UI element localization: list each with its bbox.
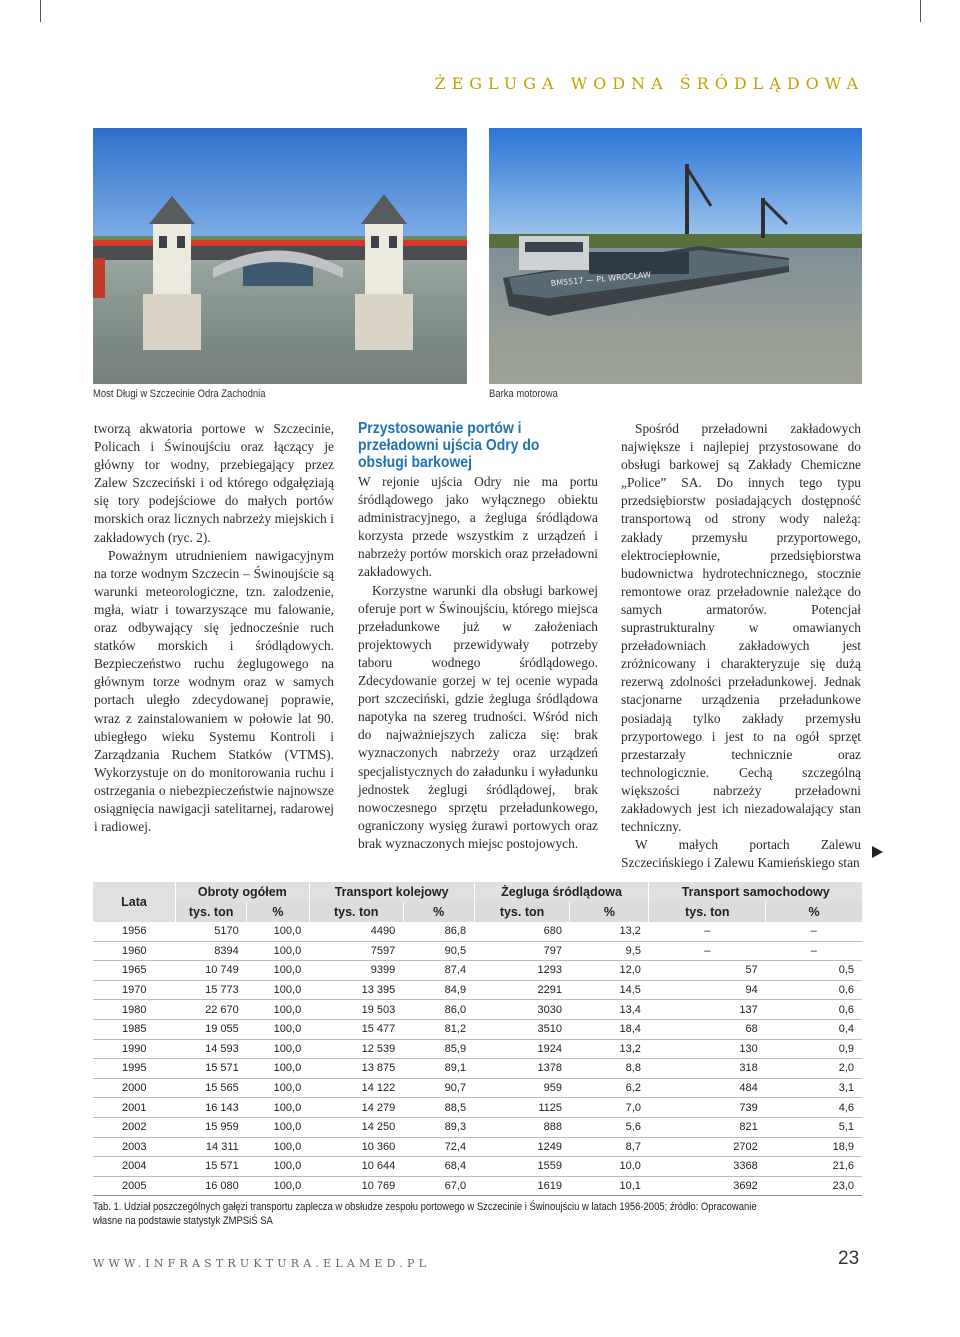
table-header-year: Lata [93,882,176,922]
table-header-sub: tys. ton [176,902,247,922]
table-cell: 13 875 [309,1059,403,1079]
table-cell: 821 [649,1117,766,1137]
table-header-sub: tys. ton [309,902,403,922]
table-cell-year: 1980 [93,1000,176,1020]
table-row [93,1117,862,1137]
table-cell: – [766,941,862,961]
table-cell: 0,4 [766,1019,862,1039]
table-body [93,922,862,1196]
table-cell: 318 [649,1059,766,1079]
table-header-sub: tys. ton [474,902,570,922]
table-cell: 22 670 [176,1000,247,1020]
table-cell: – [649,941,766,961]
table-cell: 1249 [474,1137,570,1157]
table-cell: 16 143 [176,1098,247,1118]
table-cell: 15 571 [176,1157,247,1177]
table-cell: 2291 [474,980,570,1000]
table-cell: 15 565 [176,1078,247,1098]
table-cell-year: 2002 [93,1117,176,1137]
paragraph: Spośród przeładowni zakładowych największe i najlepiej przystosowane do obsługi barkowej są Zakłady Chemiczne „Police” SA. Do innych tego typu przedsiębiorstw posiadających dostępność transportową od strony wody należą: zakłady przemysłu przyportowego, elektrociepłownie, przedsiębiorstwa budownictwa hydrotechnicznego, stocznie remontowe oraz przeładownie należące do samych armatorów. Potencjał suprastrukturalny w omawianych przeładowniach zakładowych jest zróżnicowany i charakteryzuje się dużą rezerwą zdolności przeładunkowej. Jednak stacjonarne urządzenia przeładunkowe posiadają tylko zakłady przemysłu przyportowego i jest to na ogół sprzęt przestarzały technicznie oraz technologicznie. Cechą szczególną większości nabrzeży przeładowni zakładowych jest ich niezadowalający stan techniczny. [621,421,861,835]
table-cell: 3,1 [766,1078,862,1098]
table-cell-year: 2004 [93,1157,176,1177]
table-cell: 13 395 [309,980,403,1000]
table-row [93,1176,862,1196]
table-cell: 5170 [176,922,247,941]
page-number: 23 [838,1248,860,1269]
section-heading: Przystosowanie portów i przeładowni ujścia Odry do obsługi barkowej [358,420,540,471]
table-cell: – [649,922,766,941]
table-cell: 86,0 [403,1000,474,1020]
table-cell: 959 [474,1078,570,1098]
table-cell: 2702 [649,1137,766,1157]
table-cell: 9,5 [570,941,649,961]
paragraph: W rejonie ujścia Odry nie ma portu śródlądowego jako wyłącznego obiektu administracyjnego, a żegluga śródlądowa korzysta przede wszystkim z urządzeń i nabrzeży portów morskich oraz przeładowni zakładowych. [358,474,598,580]
table-cell: 87,4 [403,961,474,981]
table-cell: 137 [649,1000,766,1020]
table-cell: 13,2 [570,1039,649,1059]
continue-arrow-icon [872,846,883,858]
table-header-sub: % [570,902,649,922]
table-row [93,1019,862,1039]
table-header-group: Obroty ogółem [176,882,310,902]
paragraph: Poważnym utrudnieniem nawigacyjnym na torze wodnym Szczecin – Świnoujście są warunki meteorologiczne, tzn. zalodzenie, mgła, wiatr i towarzyszące mu falowanie, oraz odbywający się jednocześnie ruch statków morskich i śródlądowych. Bezpieczeństwo ruchu żeglugowego na głównym torze wodnym oraz w samych portach uległo zdecydowanej poprawie, wraz z zainstalowaniem w połowie lat 90. ubiegłego wieku Systemu Kontroli i Zarządzania Ruchem Statków (VTMS). Wykorzystuje on do monitorowania ruchu i ostrzegania o niebezpieczeństwie najnowsze osiągnięcia nawigacji satelitarnej, radarowej i radiowej. [94,547,334,835]
table-cell: 15 959 [176,1117,247,1137]
table-cell: 4490 [309,922,403,941]
paragraph: Korzystne warunki dla obsługi barkowej oferuje port w Świnoujściu, którego miejsca przeładunkowe już w założeniach projektowych przewidywały potrzeby taboru wodnego śródlądowego. Zdecydowanie gorzej w tej ocenie wypada port szczeciński, gdzie żegluga śródlądowa napotyka na szereg trudności. Wśród nich do najważniejszych zalicza się: brak wyznaczonych nabrzeży oraz urządzeń specjalistycznych do załadunku i wyładunku jednostek żeglugi śródlądowej, brak nowoczesnego sprzętu przeładunkowego, ograniczony wysięg żurawi portowych oraz brak wyznaczonych miejsc postojowych. [358,582,598,851]
table-header-sub: % [403,902,474,922]
table-cell-year: 1970 [93,980,176,1000]
table-row [93,1157,862,1177]
text-column-3 [621,420,861,872]
table-cell: 100,0 [247,1157,309,1177]
table-cell: 484 [649,1078,766,1098]
table-cell: 72,4 [403,1137,474,1157]
text-column-1 [94,420,334,836]
table-cell: 3030 [474,1000,570,1020]
table-cell: 5,6 [570,1117,649,1137]
table-cell-year: 1960 [93,941,176,961]
table-cell-year: 2000 [93,1078,176,1098]
table-cell: 19 503 [309,1000,403,1020]
table-cell: 8,8 [570,1059,649,1079]
table-cell: 739 [649,1098,766,1118]
table-cell: 14,5 [570,980,649,1000]
table-row [93,1098,862,1118]
table-cell-year: 1956 [93,922,176,941]
table-cell: 130 [649,1039,766,1059]
table-row [93,922,862,941]
table-cell: 15 477 [309,1019,403,1039]
table-cell: 100,0 [247,1039,309,1059]
table-cell: 2,0 [766,1059,862,1079]
table-cell: 10,1 [570,1176,649,1196]
table-cell: 0,9 [766,1039,862,1059]
table-cell: 6,2 [570,1078,649,1098]
table-cell: 19 055 [176,1019,247,1039]
table-cell: 797 [474,941,570,961]
table-cell: 9399 [309,961,403,981]
table-cell: 68,4 [403,1157,474,1177]
table-cell: 84,9 [403,980,474,1000]
table-cell: 14 250 [309,1117,403,1137]
table-cell-year: 1990 [93,1039,176,1059]
table-header-group: Transport kolejowy [309,882,474,902]
table-cell: 1619 [474,1176,570,1196]
table-cell: 4,6 [766,1098,862,1118]
table-cell: 100,0 [247,922,309,941]
table-cell: 8,7 [570,1137,649,1157]
table-header-group: Transport samochodowy [649,882,862,902]
paragraph: tworzą akwatoria portowe w Szczecinie, Policach i Świnoujściu oraz łączący je główny tor wodny, przebiegający przez Zalew Szczeciński i od którego odgałęziają się tory podejściowe do małych portów morskich oraz licznych nabrzeży miejskich i zakładowych (ryc. 2). [94,421,334,545]
table-cell: 18,9 [766,1137,862,1157]
footer-url: WWW.INFRASTRUKTURA.ELAMED.PL [93,1257,431,1270]
table-row [93,941,862,961]
table-cell: 89,3 [403,1117,474,1137]
table-cell: 3692 [649,1176,766,1196]
table-row [93,1137,862,1157]
table-cell: 68 [649,1019,766,1039]
table-cell: 13,2 [570,922,649,941]
table-cell: 100,0 [247,1000,309,1020]
table-cell: 100,0 [247,961,309,981]
barge-photo-caption: Barka motorowa [489,388,558,400]
table-row [93,980,862,1000]
table-cell: 15 571 [176,1059,247,1079]
running-header: ŻEGLUGA WODNA ŚRÓDLĄDOWA [434,74,864,93]
table-cell: 680 [474,922,570,941]
table-cell: 12 539 [309,1039,403,1059]
table-row [93,1000,862,1020]
paragraph: W małych portach Zalewu Szczecińskiego i Zalewu Kamieńskiego stan [621,837,861,871]
table-header-group: Żegluga śródlądowa [474,882,649,902]
bridge-photo [93,128,467,384]
table-cell: 100,0 [247,1059,309,1079]
table-cell: 85,9 [403,1039,474,1059]
table-cell: 90,7 [403,1078,474,1098]
table-cell: 100,0 [247,1176,309,1196]
table-cell: 0,5 [766,961,862,981]
table-cell: 3368 [649,1157,766,1177]
table-cell: 100,0 [247,941,309,961]
table-cell: 7,0 [570,1098,649,1118]
barge-hull-lettering: BM5517 — PL WROCŁAW [550,270,652,288]
table-cell: 18,4 [570,1019,649,1039]
table-cell: 0,6 [766,1000,862,1020]
table-cell-year: 2003 [93,1137,176,1157]
table-cell: 13,4 [570,1000,649,1020]
table-cell: 0,6 [766,980,862,1000]
table-cell: 14 311 [176,1137,247,1157]
table-row [93,1039,862,1059]
table-cell: 81,2 [403,1019,474,1039]
table-row [93,961,862,981]
table-cell: 86,8 [403,922,474,941]
table-cell: 88,5 [403,1098,474,1118]
table-cell: 10 769 [309,1176,403,1196]
table-cell-year: 1985 [93,1019,176,1039]
table-cell: 15 773 [176,980,247,1000]
table-cell: 100,0 [247,980,309,1000]
table-row [93,1078,862,1098]
crop-mark-right [920,0,921,22]
table-cell: 89,1 [403,1059,474,1079]
table-cell: 888 [474,1117,570,1137]
table-cell: 1559 [474,1157,570,1177]
table-header-sub: % [766,902,862,922]
table-cell: 8394 [176,941,247,961]
table-cell: 5,1 [766,1117,862,1137]
table-cell: 100,0 [247,1098,309,1118]
table-cell: 23,0 [766,1176,862,1196]
table-header-sub: % [247,902,309,922]
table-cell: 1378 [474,1059,570,1079]
table-cell: 100,0 [247,1117,309,1137]
table-cell: 7597 [309,941,403,961]
table-cell: 12,0 [570,961,649,981]
table-cell-year: 2005 [93,1176,176,1196]
table-cell: 94 [649,980,766,1000]
table-cell: 90,5 [403,941,474,961]
table-cell: 1293 [474,961,570,981]
table-cell: 10,0 [570,1157,649,1177]
table-cell: 1125 [474,1098,570,1118]
table-cell: 10 644 [309,1157,403,1177]
table-caption: Tab. 1. Udział poszczególnych gałęzi transportu zaplecza w obsłudze zespołu portowego w Szczecinie i Świnoujściu w latach 1956-2005; źródło: Opracowanie własne na podstawie statystyk ZMPSiŚ SA [93,1201,757,1227]
table-cell: 57 [649,961,766,981]
table-cell: 67,0 [403,1176,474,1196]
table-cell: 14 122 [309,1078,403,1098]
transport-share-table [93,882,862,1196]
table-cell-year: 1995 [93,1059,176,1079]
table-cell: – [766,922,862,941]
table-cell: 3510 [474,1019,570,1039]
barge-photo [489,128,862,384]
text-column-2 [358,420,598,853]
table-cell: 100,0 [247,1078,309,1098]
bridge-photo-caption: Most Długi w Szczecinie Odra Zachodnia [93,388,266,400]
table-header-sub: tys. ton [649,902,766,922]
table-cell: 100,0 [247,1019,309,1039]
table-cell: 10 360 [309,1137,403,1157]
table-cell-year: 2001 [93,1098,176,1118]
crop-mark-left [40,0,41,22]
table-row [93,1059,862,1079]
table-cell: 14 593 [176,1039,247,1059]
table-cell-year: 1965 [93,961,176,981]
table-cell: 100,0 [247,1137,309,1157]
table-cell: 1924 [474,1039,570,1059]
table-cell: 16 080 [176,1176,247,1196]
table-cell: 10 749 [176,961,247,981]
table-cell: 14 279 [309,1098,403,1118]
table-cell: 21,6 [766,1157,862,1177]
